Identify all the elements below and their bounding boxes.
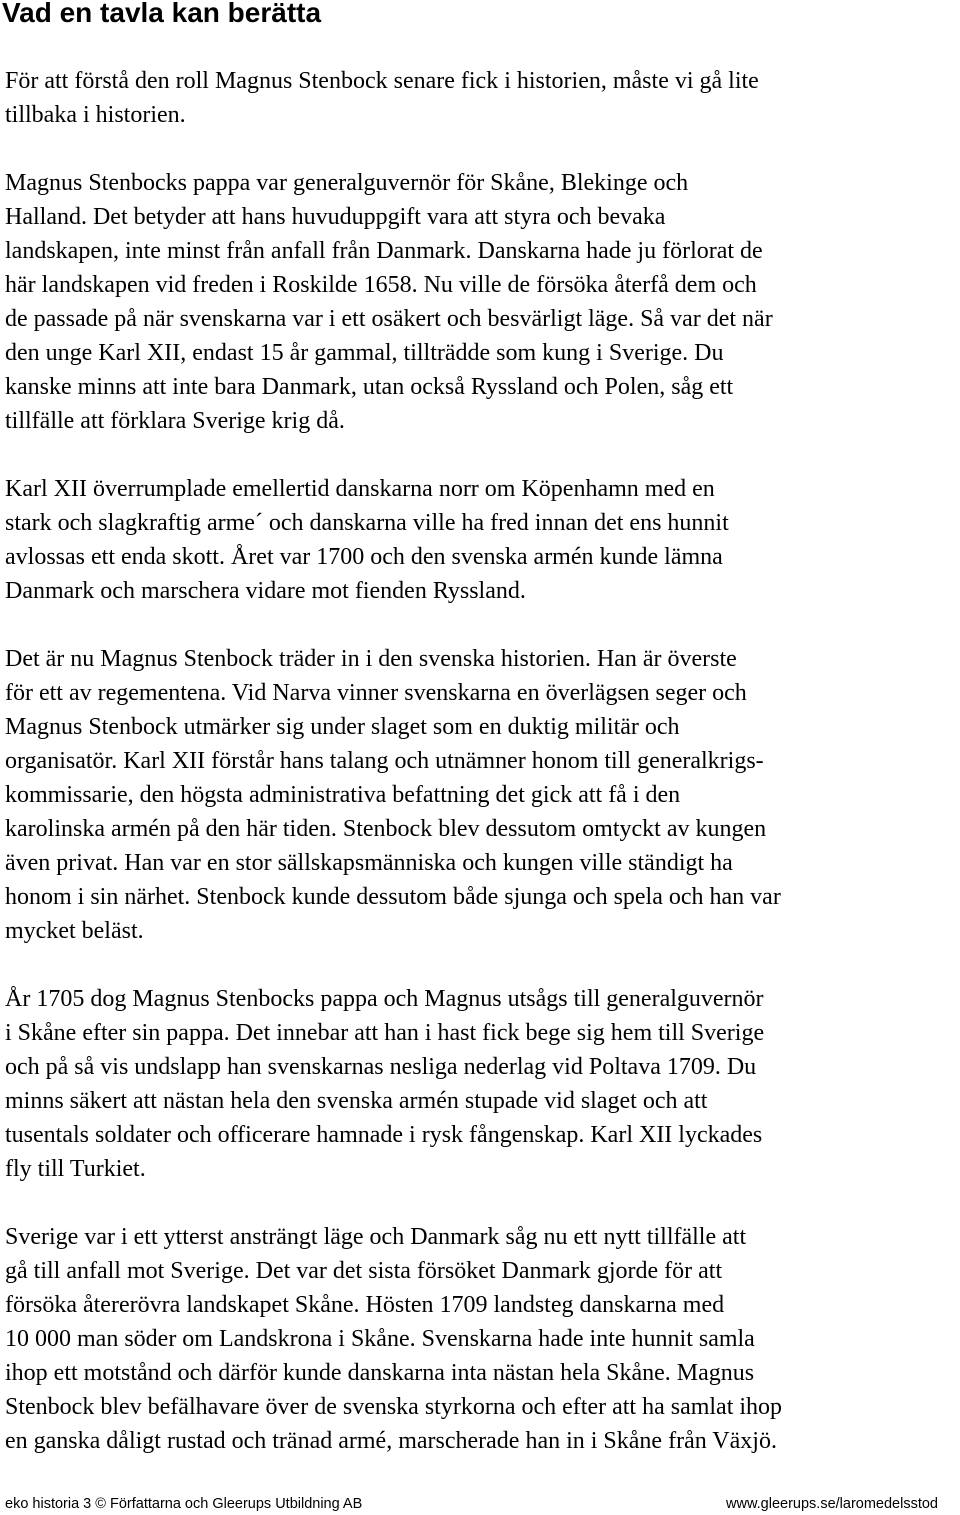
footer-url: www.gleerups.se/laromedelsstod bbox=[726, 1496, 938, 1512]
text-line: avlossas ett enda skott. Året var 1700 och den svenska armén kunde lämna bbox=[5, 544, 723, 570]
text-line: Sverige var i ett ytterst ansträngt läge och Danmark såg nu ett nytt tillfälle att bbox=[5, 1224, 747, 1250]
text-line: försöka återerövra landskapet Skåne. Hösten 1709 landsteg danskarna med bbox=[5, 1292, 725, 1318]
text-line: Karl XII överrumplade emellertid danskarna norr om Köpenhamn med en bbox=[5, 476, 715, 502]
text-line: ihop ett motstånd och därför kunde danskarna inta nästan hela Skåne. Magnus bbox=[5, 1360, 755, 1386]
paragraph-danish-invasion bbox=[5, 1220, 782, 1458]
paragraph-father-governor bbox=[5, 166, 773, 438]
text-line: Magnus Stenbocks pappa var generalguvernör för Skåne, Blekinge och bbox=[5, 170, 689, 196]
text-line: För att förstå den roll Magnus Stenbock senare fick i historien, måste vi gå lite bbox=[5, 68, 759, 94]
text-line: de passade på när svenskarna var i ett osäkert och besvärligt läge. Så var det när bbox=[5, 306, 773, 332]
text-line: även privat. Han var en stor sällskapsmänniska och kungen ville ständigt ha bbox=[5, 850, 733, 876]
text-line: Halland. Det betyder att hans huvuduppgift vara att styra och bevaka bbox=[5, 204, 666, 230]
text-line: landskapen, inte minst från anfall från Danmark. Danskarna hade ju förlorat de bbox=[5, 238, 763, 264]
text-line: Magnus Stenbock utmärker sig under slaget som en duktig militär och bbox=[5, 714, 680, 740]
text-line: mycket beläst. bbox=[5, 918, 144, 944]
text-line: fly till Turkiet. bbox=[5, 1156, 146, 1182]
text-line: den unge Karl XII, endast 15 år gammal, tillträdde som kung i Sverige. Du bbox=[5, 340, 724, 366]
text-line: minns säkert att nästan hela den svenska armén stupade vid slaget och att bbox=[5, 1088, 708, 1114]
text-line: här landskapen vid freden i Roskilde 1658. Nu ville de försöka återfå dem och bbox=[5, 272, 757, 298]
text-line: en ganska dåligt rustad och tränad armé, marscherade han in i Skåne från Växjö. bbox=[5, 1428, 777, 1454]
paragraph-governor-skane bbox=[5, 982, 764, 1186]
page-title: Vad en tavla kan berätta bbox=[2, 0, 322, 28]
text-line: Stenbock blev befälhavare över de svenska styrkorna och efter att ha samlat ihop bbox=[5, 1394, 783, 1420]
text-line: honom i sin närhet. Stenbock kunde dessutom både sjunga och spela och han var bbox=[5, 884, 781, 910]
text-line: tusentals soldater och officerare hamnade i rysk fångenskap. Karl XII lyckades bbox=[5, 1122, 763, 1148]
text-line: Det är nu Magnus Stenbock träder in i den svenska historien. Han är överste bbox=[5, 646, 737, 672]
footer-copyright: eko historia 3 © Författarna och Gleerups Utbildning AB bbox=[5, 1496, 363, 1512]
text-line: karolinska armén på den här tiden. Stenbock blev dessutom omtyckt av kungen bbox=[5, 816, 767, 842]
paragraph-stenbock-enters bbox=[5, 642, 781, 948]
text-line: kommissarie, den högsta administrativa befattning det gick att få i den bbox=[5, 782, 681, 808]
text-line: i Skåne efter sin pappa. Det innebar att han i hast fick bege sig hem till Sverige bbox=[5, 1020, 765, 1046]
text-line: stark och slagkraftig arme´ och danskarna ville ha fred innan det ens hunnit bbox=[5, 510, 729, 536]
paragraph-intro bbox=[5, 64, 759, 132]
text-line: för ett av regementena. Vid Narva vinner svenskarna en överlägsen seger och bbox=[5, 680, 747, 706]
text-line: organisatör. Karl XII förstår hans talang och utnämner honom till generalkrigs- bbox=[5, 748, 764, 774]
text-line: 10 000 man söder om Landskrona i Skåne. Svenskarna hade inte hunnit samla bbox=[5, 1326, 755, 1352]
text-line: och på så vis undslapp han svenskarnas nesliga nederlag vid Poltava 1709. Du bbox=[5, 1054, 757, 1080]
text-line: År 1705 dog Magnus Stenbocks pappa och Magnus utsågs till generalguvernör bbox=[5, 986, 764, 1012]
text-line: tillbaka i historien. bbox=[5, 102, 186, 128]
text-line: tillfälle att förklara Sverige krig då. bbox=[5, 408, 345, 434]
text-line: gå till anfall mot Sverige. Det var det sista försöket Danmark gjorde för att bbox=[5, 1258, 723, 1284]
paragraph-karl-xii-denmark bbox=[5, 472, 729, 608]
text-line: Danmark och marschera vidare mot fienden Ryssland. bbox=[5, 578, 526, 604]
text-line: kanske minns att inte bara Danmark, utan också Ryssland och Polen, såg ett bbox=[5, 374, 734, 400]
